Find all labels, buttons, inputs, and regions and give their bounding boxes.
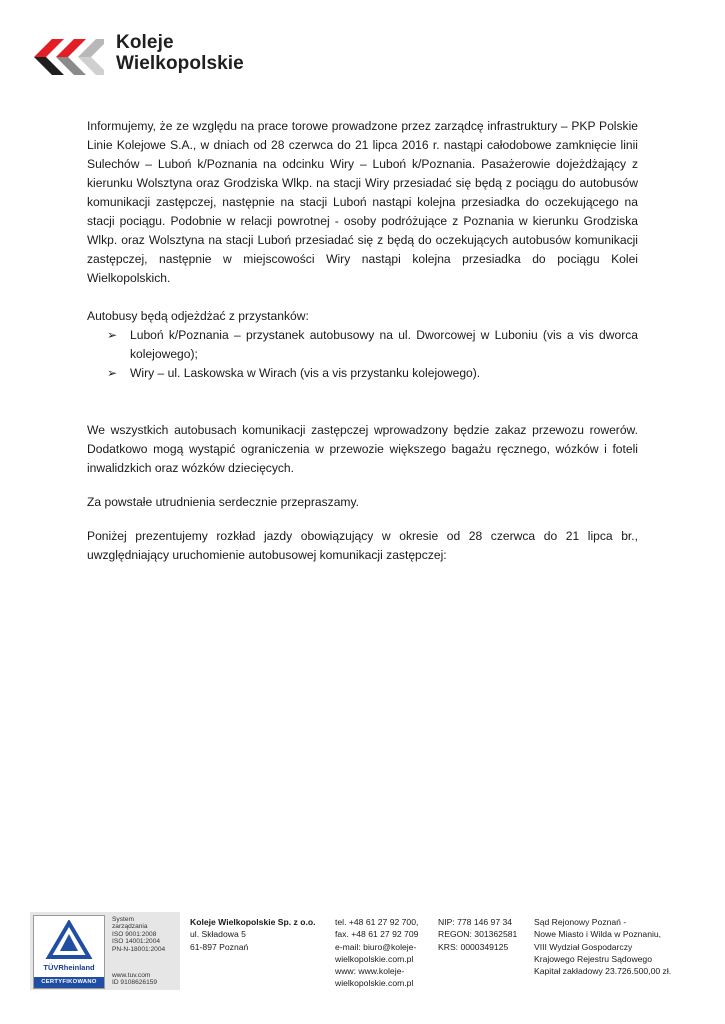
court-line: Krajowego Rejestru Sądowego <box>534 953 652 964</box>
contact-tel: tel. +48 61 27 92 700, <box>335 917 419 927</box>
list-item <box>87 364 638 383</box>
logo-wordmark <box>116 32 244 74</box>
contact-www[interactable]: www: www.koleje- <box>335 966 405 977</box>
bus-stop-text: Wiry – ul. Laskowska w Wirach (vis a vis przystanku kolejowego). <box>130 366 481 380</box>
court-line: Nowe Miasto i Wilda w Poznaniu, <box>534 929 662 940</box>
tuv-triangle-icon <box>45 920 93 960</box>
letter-body <box>87 117 638 565</box>
cert-line: ISO 14001:2004 <box>112 938 161 946</box>
contact-fax: fax. +48 61 27 92 709 <box>335 929 419 940</box>
paragraph-timetable-intro: Poniżej prezentujemy rozkład jazdy obowiązujący w okresie od 28 czerwca do 21 lipca br., uwzględniający uruchomienie autobusowej komunikacji zastępczej: <box>87 529 638 562</box>
cert-standards <box>112 916 165 953</box>
bus-stops-intro: Autobusy będą odjeżdżać z przystanków: <box>87 309 309 323</box>
share-capital: Kapitał zakładowy 23.726.500,00 zł. <box>534 966 672 977</box>
bus-stops-list <box>87 326 638 383</box>
arrow-bullet-icon: ➢ <box>107 328 118 342</box>
company-city: 61-897 Poznań <box>190 941 249 952</box>
company-address <box>190 916 330 953</box>
cert-url: www.tuv.com <box>112 972 151 979</box>
bus-stop-text: Luboń k/Poznania – przystanek autobusowy na ul. Dworcowej w Luboniu (vis a vis dworca kolejowego); <box>130 328 638 361</box>
certified-band: CERTYFIKOWANO <box>34 977 104 988</box>
company-name: Koleje Wielkopolskie Sp. z o.o. <box>190 917 316 927</box>
paragraph-intro: Informujemy, że ze względu na prace torowe prowadzone przez zarządcę infrastruktury – PKP Polskie Linie Kolejowe S.A., w dniach od 28 czerwca do 21 lipca 2016 r. nastąpi całodobowe zamknięcie linii Sulechów – Luboń k/Poznania na odcinku Wiry – Luboń k/Poznania. Pasażerowie dojeżdżający z kierunku Wolsztyna oraz Grodziska Wlkp. na stacji Wiry przesiadać się będą z pociągu do autobusów komunikacji zastępczej, następnie na stacji Luboń nastąpi kolejna przesiadka do oczekującego na stacji pociągu. Podobnie w relacji powrotnej - osoby podróżujące z Poznania w kierunku Grodziska Wlkp. oraz Wolsztyna na stacji Luboń przesiadać się z będą do oczekujących autobusów komunikacji zastępczej, następnie w miejscowości Wiry nastąpi kolejna przesiadka do pociągu Kolei Wielkopolskich. <box>87 119 638 285</box>
logo-line-2: Wielkopolskie <box>116 53 244 74</box>
tuv-brand: TÜVRheinland <box>43 963 95 972</box>
company-street: ul. Składowa 5 <box>190 929 246 940</box>
registry-krs: KRS: 0000349125 <box>438 941 509 952</box>
contact-www-cont[interactable]: wielkopolskie.com.pl <box>335 978 414 989</box>
cert-line: System <box>112 916 134 923</box>
koleje-wielkopolskie-logo-icon <box>34 36 104 78</box>
company-logo <box>34 32 249 82</box>
company-registry <box>438 916 534 953</box>
court-line: Sąd Rejonowy Poznań - <box>534 917 627 927</box>
arrow-bullet-icon: ➢ <box>107 366 118 380</box>
paragraph-apology: Za powstałe utrudnienia serdecznie przepraszamy. <box>87 495 360 509</box>
registry-nip: NIP: 778 146 97 34 <box>438 917 513 927</box>
court-line: VIII Wydział Gospodarczy <box>534 941 633 952</box>
paragraph-restrictions: We wszystkich autobusach komunikacji zastępczej wprowadzony będzie zakaz przewozu rowerów. Dodatkowo mogą wystąpić ograniczenia w przewozie większego bagażu ręcznego, wózków i foteli inwalidzkich oraz wózków dziecięcych. <box>87 423 638 475</box>
cert-id: ID 9108626159 <box>112 979 158 987</box>
registry-regon: REGON: 301362581 <box>438 929 518 940</box>
court-info <box>534 916 694 977</box>
contact-email-cont[interactable]: wielkopolskie.com.pl <box>335 953 414 964</box>
cert-line: PN-N-18001:2004 <box>112 945 166 953</box>
contact-email[interactable]: e-mail: biuro@koleje- <box>335 941 417 952</box>
letter-footer <box>30 912 690 992</box>
list-item <box>87 326 638 364</box>
tuv-badge <box>33 915 105 989</box>
company-contact <box>335 916 435 990</box>
cert-line: ISO 9001:2008 <box>112 930 157 938</box>
logo-line-1: Koleje <box>116 32 174 53</box>
certification-block <box>30 912 180 990</box>
cert-line: zarządzania <box>112 923 148 931</box>
cert-web <box>112 972 157 987</box>
